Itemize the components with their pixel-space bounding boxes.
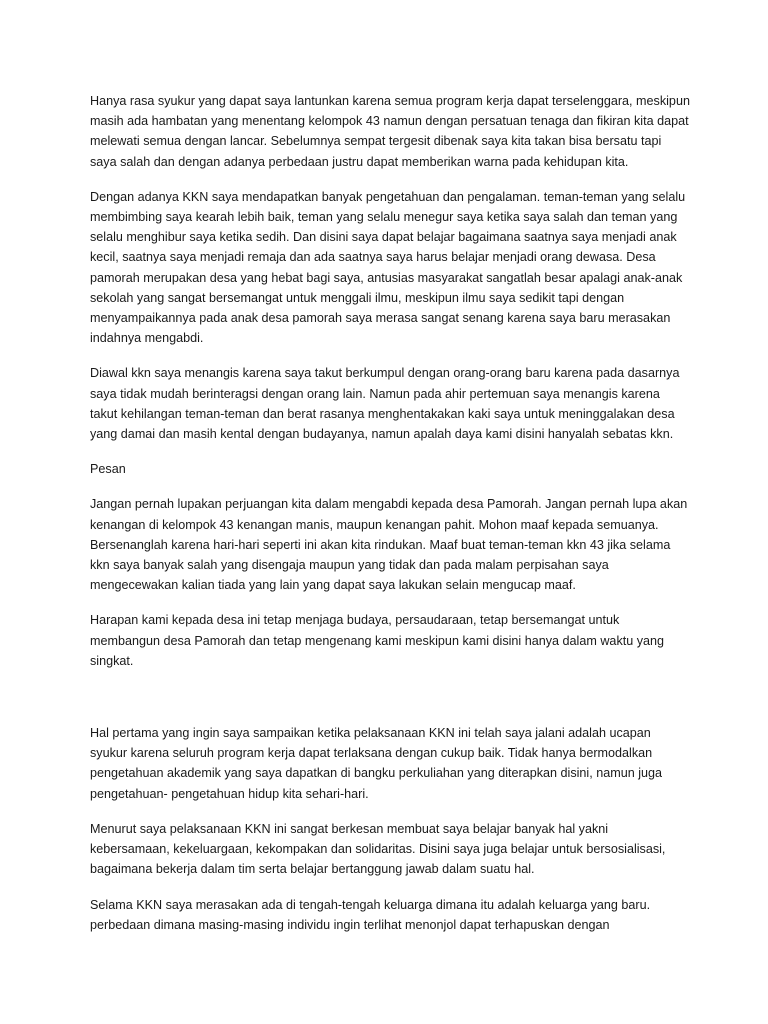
paragraph-hal-pertama: Hal pertama yang ingin saya sampaikan ketika pelaksanaan KKN ini telah saya jalani adalah ucapan syukur karena seluruh program kerja dapat terlaksana dengan cukup baik. Tidak hanya bermodalkan pengetahuan akademik yang saya dapatkan di bangku perkuliahan yang diterapkan disini, namun juga pengetahuan- pengetahuan hidup kita sehari-hari.: [90, 726, 663, 801]
paragraph-diawal-kkn: Diawal kkn saya menangis karena saya takut berkumpul dengan orang-orang baru karena pada dasarnya saya tidak mudah berinteragsi dengan orang lain. Namun pada ahir pertemuan saya menangis karena takut kehilangan teman-teman dan berat rasanya menghentakakan kaki saya untuk meninggalakan desa yang damai dan masih kental dengan budayanya, namun apalah daya kami disini hanyalah sebatas kkn.: [90, 366, 680, 442]
paragraph-pengalaman: Dengan adanya KKN saya mendapatkan banyak pengetahuan dan pengalaman. teman-teman yang selalu membimbing saya kearah lebih baik, teman yang selalu menegur saya ketika saya salah dan teman yang selalu menghibur saya ketika sedih. Dan disini saya dapat belajar bagaimana saatnya saya menjadi anak kecil, saatnya saya menjadi remaja dan ada saatnya saya harus belajar menjadi orang dewasa. Desa pamorah merupakan desa yang hebat bagi saya, antusias masyarakat sangatlah besar apalagi anak-anak sekolah yang sangat bersemangat untuk menggali ilmu, meskipun ilmu saya sedikit tapi dengan menyampaikannya pada anak desa pamorah saya merasa sangat senang karena saya baru merasakan indahnya mengabdi.: [90, 189, 686, 346]
heading-pesan: Pesan: [90, 462, 126, 477]
paragraph-pesan: Jangan pernah lupakan perjuangan kita dalam mengabdi kepada desa Pamorah. Jangan pernah lupa akan kenangan di kelompok 43 kenangan manis, maupun kenangan pahit. Mohon maaf kepada semuanya. Bersenanglah karena hari-hari seperti ini akan kita rindukan. Maaf buat teman-teman kkn 43 jika selama kkn saya banyak salah yang disengaja maupun yang tidak dan pada malam perpisahan saya mengecewakan kalian tiada yang lain yang dapat saya lakukan selain mengucap maaf.: [90, 497, 688, 593]
paragraph-syukur: Hanya rasa syukur yang dapat saya lantunkan karena semua program kerja dapat terselenggara, meskipun masih ada hambatan yang menentang kelompok 43 namun dengan persatuan tenaga dan fikiran kita dapat melewati semua dengan lancar. Sebelumnya sempat tergesit dibenak saya kita takan bisa bersatu tapi saya salah dan dengan adanya perbedaan justru dapat memberikan warna pada kehidupan kita.: [90, 94, 690, 169]
paragraph-menurut-saya: Menurut saya pelaksanaan KKN ini sangat berkesan membuat saya belajar banyak hal yakni kebersamaan, kekeluargaan, kekompakan dan solidaritas. Disini saya juga belajar untuk bersosialisasi, bagaimana bekerja dalam tim serta belajar bertanggung jawab dalam suatu hal.: [90, 821, 666, 877]
paragraph-harapan: Harapan kami kepada desa ini tetap menjaga budaya, persaudaraan, tetap bersemangat untuk membangun desa Pamorah dan tetap mengenang kami meskipun kami disini hanya dalam waktu yang singkat.: [90, 613, 665, 668]
paragraph-selama-kkn: Selama KKN saya merasakan ada di tengah-tengah keluarga dimana itu adalah keluarga yang baru. perbedaan dimana masing-masing individu ingin terlihat menonjol dapat terhapuskan dengan: [90, 897, 651, 932]
document-page: [90, 91, 690, 935]
